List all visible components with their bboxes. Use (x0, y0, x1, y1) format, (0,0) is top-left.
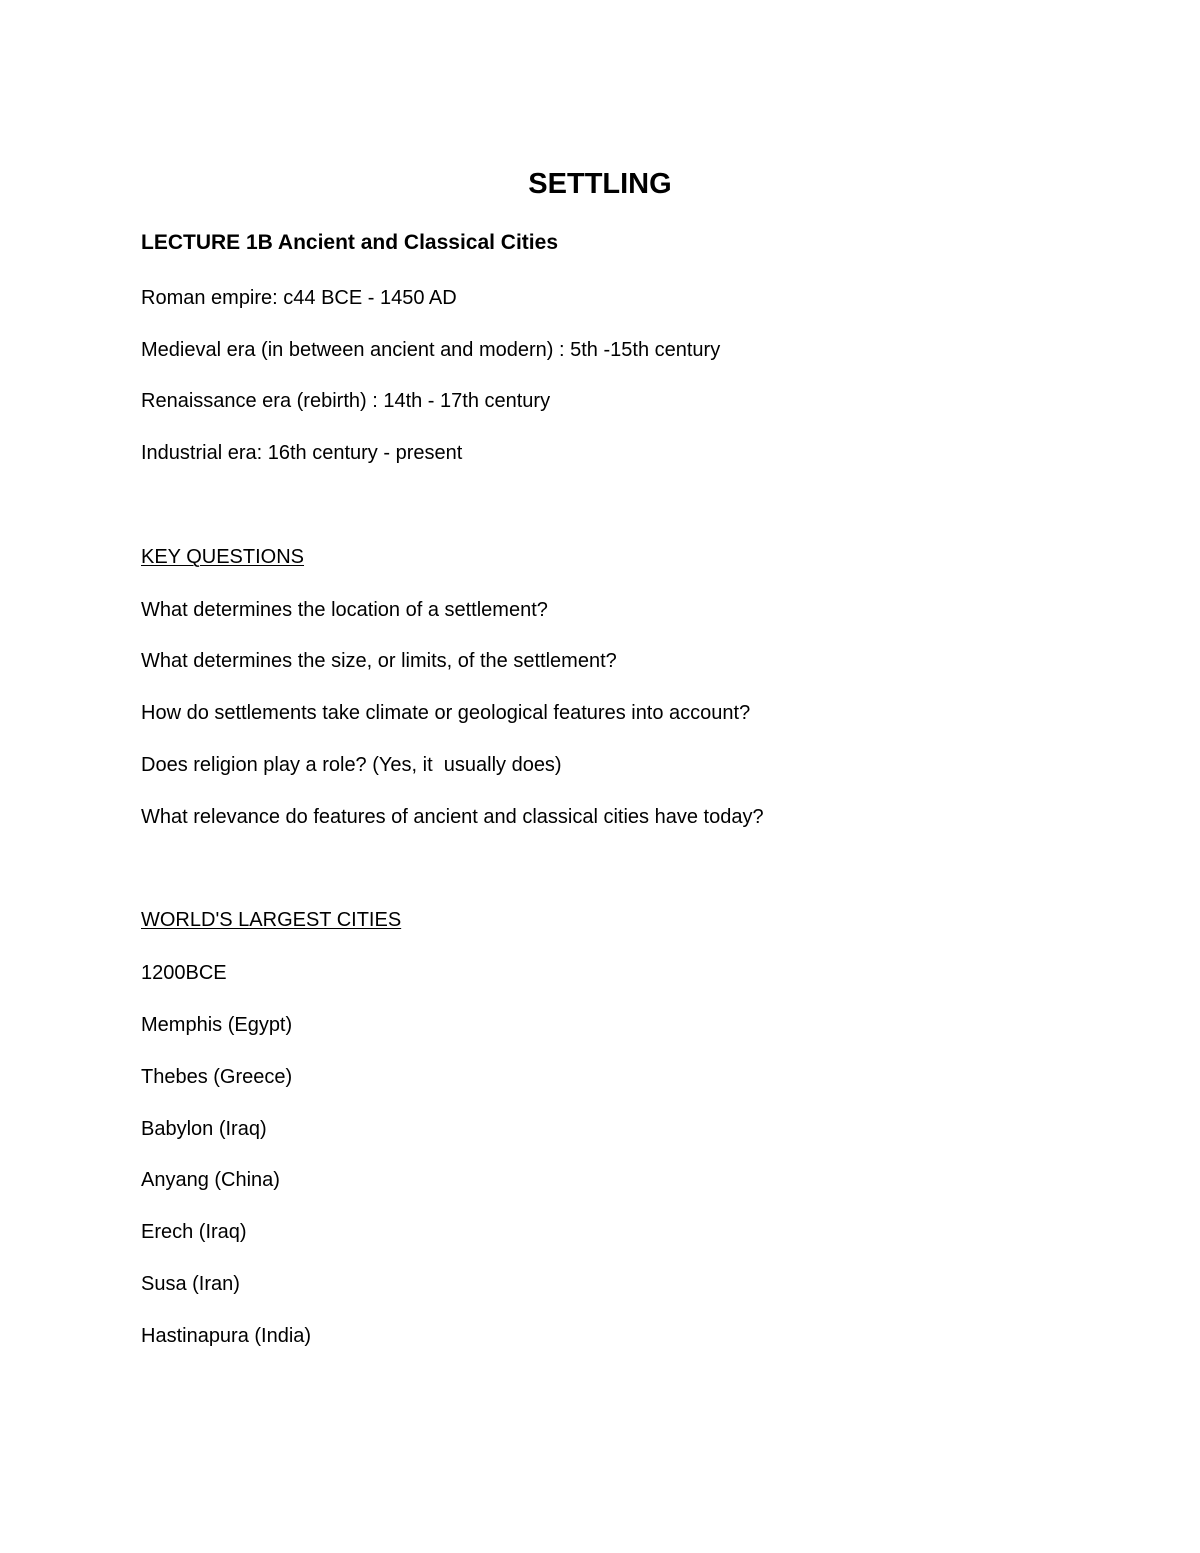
city-list-item: Hastinapura (India) (141, 1325, 312, 1347)
era-renaissance: Renaissance era (rebirth) : 14th - 17th century (141, 390, 551, 412)
key-question-item: Does religion play a role? (Yes, it usually does) (141, 754, 562, 776)
city-list-item: Anyang (China) (141, 1169, 280, 1191)
city-list-item: Susa (Iran) (141, 1273, 240, 1295)
largest-cities-heading: WORLD'S LARGEST CITIES (141, 909, 402, 931)
key-question-item: How do settlements take climate or geological features into account? (141, 702, 751, 724)
key-question-item: What determines the size, or limits, of the settlement? (141, 650, 617, 672)
era-roman: Roman empire: c44 BCE - 1450 AD (141, 287, 457, 309)
city-list-item: Erech (Iraq) (141, 1221, 247, 1243)
key-question-item: What determines the location of a settlement? (141, 599, 548, 621)
lecture-heading: LECTURE 1B Ancient and Classical Cities (141, 231, 558, 254)
document-title: SETTLING (528, 168, 672, 200)
era-industrial: Industrial era: 16th century - present (141, 442, 463, 464)
era-medieval: Medieval era (in between ancient and modern) : 5th -15th century (141, 339, 721, 361)
city-list-item: Babylon (Iraq) (141, 1118, 267, 1140)
key-questions-heading: KEY QUESTIONS (141, 546, 305, 568)
key-question-item: What relevance do features of ancient and classical cities have today? (141, 806, 764, 828)
period-label: 1200BCE (141, 962, 227, 984)
city-list-item: Thebes (Greece) (141, 1066, 293, 1088)
city-list-item: Memphis (Egypt) (141, 1014, 293, 1036)
